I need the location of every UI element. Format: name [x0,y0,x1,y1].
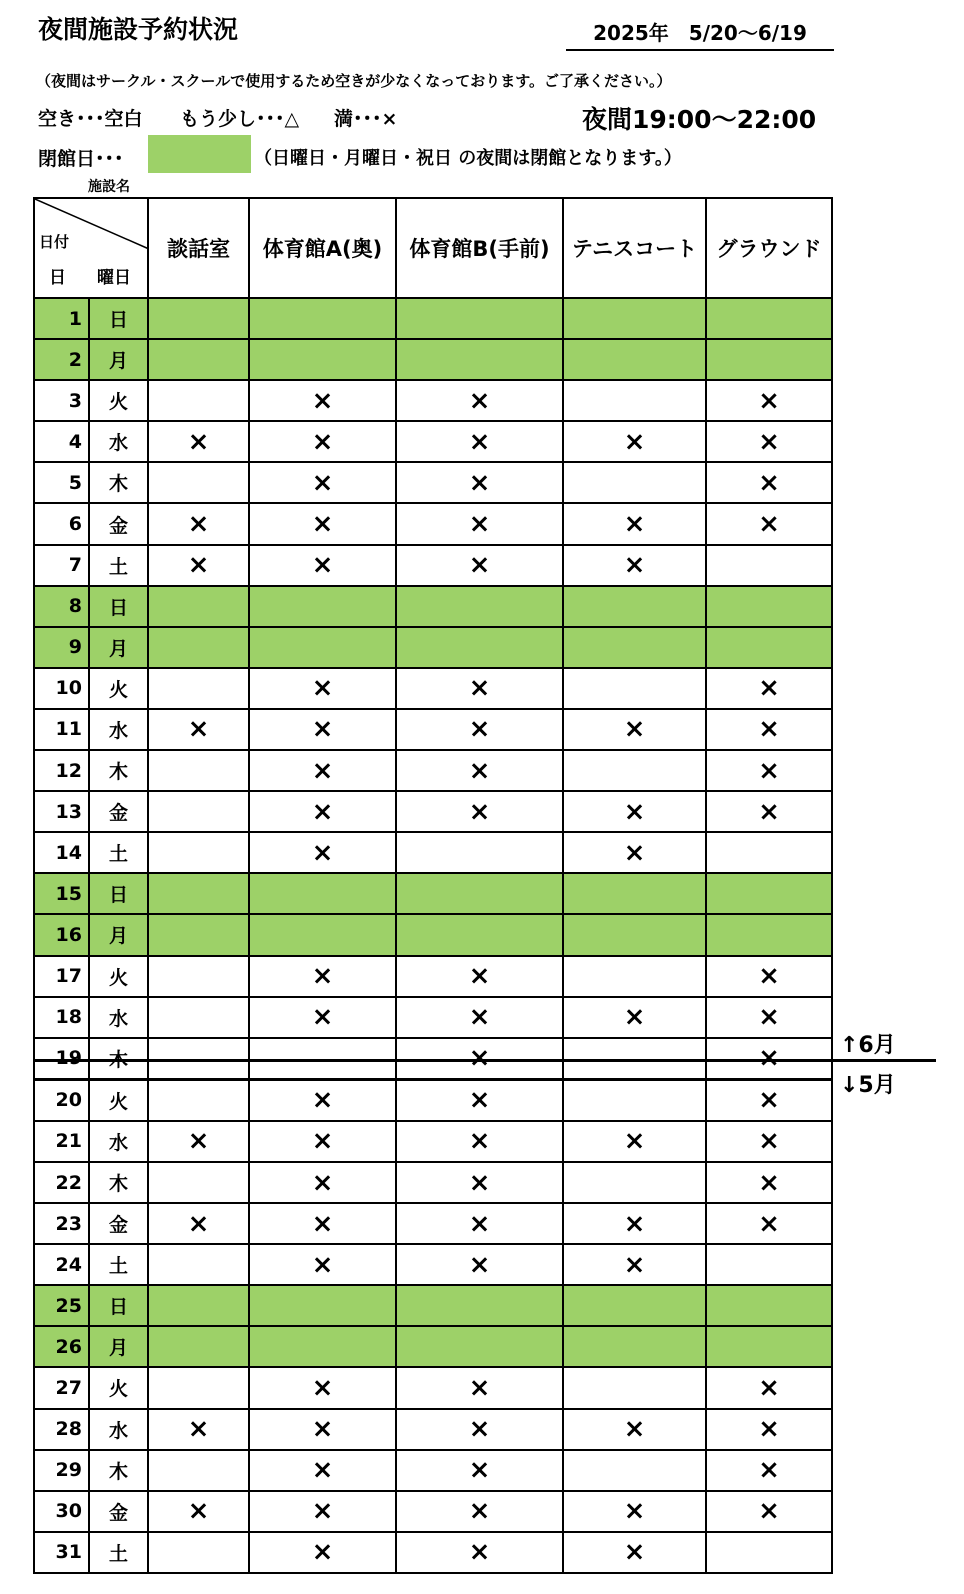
availability-cell [706,914,832,955]
availability-cell [563,914,706,955]
availability-cell: × [396,462,563,503]
availability-cell: × [396,956,563,997]
availability-cell: × [706,1450,832,1491]
availability-cell [563,1285,706,1326]
availability-cell [148,462,249,503]
table-row [34,627,832,668]
availability-cell: × [249,709,396,750]
availability-cell: × [396,1450,563,1491]
availability-cell [148,1244,249,1285]
availability-cell: × [249,997,396,1038]
day-cell: 3 [34,380,89,421]
weekday-cell: 火 [89,1367,148,1408]
availability-cell [249,627,396,668]
availability-cell: × [706,791,832,832]
availability-cell [563,1450,706,1491]
table-row [34,997,832,1038]
availability-cell [396,1326,563,1367]
reservation-table [33,197,833,1574]
availability-cell: × [396,1532,563,1573]
availability-cell: × [563,1203,706,1244]
day-cell: 19 [34,1038,89,1080]
weekday-cell: 水 [89,1121,148,1162]
availability-cell [396,298,563,339]
availability-cell: × [396,545,563,586]
availability-cell: × [249,1079,396,1121]
availability-cell: × [563,503,706,544]
availability-cell: × [249,1367,396,1408]
table-row [34,1326,832,1367]
weekday-cell: 月 [89,627,148,668]
availability-cell: × [706,1038,832,1080]
table-row [34,668,832,709]
availability-cell: × [706,956,832,997]
availability-cell: × [396,750,563,791]
facility-name-label: 施設名 [88,179,130,195]
table-row [34,1409,832,1450]
availability-cell: × [396,791,563,832]
reservation-period: 2025年 5/20～6/19 [566,17,834,51]
availability-cell: × [396,668,563,709]
availability-cell: × [706,709,832,750]
availability-cell: × [249,1491,396,1532]
availability-cell: × [563,1121,706,1162]
weekday-cell: 日 [89,586,148,627]
table-row [34,1162,832,1203]
availability-cell: × [706,1162,832,1203]
table-row [34,1244,832,1285]
table-row [34,1450,832,1491]
day-cell: 12 [34,750,89,791]
availability-cell: × [249,791,396,832]
day-cell: 13 [34,791,89,832]
availability-cell: × [249,668,396,709]
weekday-cell: 木 [89,1162,148,1203]
availability-cell: × [706,462,832,503]
availability-cell [563,873,706,914]
availability-cell [148,750,249,791]
availability-cell: × [249,1450,396,1491]
weekday-cell: 火 [89,956,148,997]
availability-cell: × [563,1409,706,1450]
availability-cell [706,1326,832,1367]
availability-cell: × [706,668,832,709]
availability-cell: × [396,1367,563,1408]
weekday-cell: 日 [89,298,148,339]
table-row [34,750,832,791]
availability-cell: × [396,709,563,750]
day-cell: 6 [34,503,89,544]
availability-cell: × [148,503,249,544]
weekday-cell: 木 [89,750,148,791]
availability-cell: × [249,1244,396,1285]
availability-cell [706,298,832,339]
availability-cell: × [563,421,706,462]
availability-cell [706,627,832,668]
availability-cell [563,627,706,668]
day-cell: 17 [34,956,89,997]
table-row [34,339,832,380]
availability-cell [396,914,563,955]
day-cell: 21 [34,1121,89,1162]
day-cell: 29 [34,1450,89,1491]
availability-cell: × [563,1532,706,1573]
availability-cell [249,914,396,955]
table-row [34,791,832,832]
day-cell: 27 [34,1367,89,1408]
availability-cell [563,380,706,421]
availability-cell: × [706,750,832,791]
table-row [34,1079,832,1121]
availability-cell: × [563,709,706,750]
weekday-cell: 金 [89,1203,148,1244]
legend-full: 満･･･× [334,108,398,130]
availability-cell: × [563,545,706,586]
availability-cell [396,586,563,627]
day-cell: 18 [34,997,89,1038]
column-header: グラウンド [706,198,832,298]
availability-cell: × [563,832,706,873]
availability-cell [148,586,249,627]
availability-cell [563,1162,706,1203]
availability-cell [148,1285,249,1326]
availability-cell: × [249,1409,396,1450]
availability-cell [249,298,396,339]
weekday-cell: 火 [89,668,148,709]
availability-cell: × [706,1367,832,1408]
weekday-cell: 土 [89,1532,148,1573]
availability-cell: × [148,1491,249,1532]
day-cell: 9 [34,627,89,668]
availability-cell [706,545,832,586]
availability-cell: × [148,1409,249,1450]
availability-cell [148,832,249,873]
table-row [34,1532,832,1573]
day-cell: 28 [34,1409,89,1450]
day-cell: 4 [34,421,89,462]
availability-cell: × [396,1121,563,1162]
availability-cell [148,997,249,1038]
day-cell: 15 [34,873,89,914]
availability-cell: × [148,1121,249,1162]
availability-cell [249,339,396,380]
table-row [34,914,832,955]
day-cell: 26 [34,1326,89,1367]
table-row [34,1121,832,1162]
availability-cell: × [249,545,396,586]
availability-cell: × [249,503,396,544]
day-cell: 16 [34,914,89,955]
availability-cell [148,1532,249,1573]
table-row [34,1203,832,1244]
availability-cell: × [148,545,249,586]
availability-cell: × [396,1038,563,1080]
usage-note: （夜間はサークル・スクールで使用するため空きが少なくなっております。ご了承ください。） [36,72,672,90]
day-cell: 11 [34,709,89,750]
weekday-cell: 土 [89,832,148,873]
night-hours: 夜間19:00～22:00 [582,105,817,134]
weekday-cell: 金 [89,1491,148,1532]
column-header: 体育館B(手前) [396,198,563,298]
weekday-cell: 金 [89,791,148,832]
availability-cell [148,627,249,668]
availability-cell [148,791,249,832]
availability-cell: × [563,997,706,1038]
availability-cell [148,668,249,709]
availability-cell [706,832,832,873]
weekday-cell: 土 [89,1244,148,1285]
day-cell: 25 [34,1285,89,1326]
availability-cell [249,586,396,627]
table-row [34,1285,832,1326]
table-row [34,1491,832,1532]
availability-cell: × [148,421,249,462]
day-cell: 8 [34,586,89,627]
page-title: 夜間施設予約状況 [38,15,239,44]
availability-cell [148,914,249,955]
availability-cell: × [396,421,563,462]
availability-cell [249,1326,396,1367]
availability-cell [249,1285,396,1326]
availability-cell: × [249,1203,396,1244]
availability-cell [563,339,706,380]
availability-cell [148,1079,249,1121]
availability-cell [148,1326,249,1367]
table-row [34,298,832,339]
availability-cell: × [249,380,396,421]
availability-cell [706,1244,832,1285]
day-cell: 24 [34,1244,89,1285]
availability-cell: × [396,1244,563,1285]
weekday-cell: 水 [89,709,148,750]
availability-cell [249,873,396,914]
table-header-row [34,198,832,298]
corner-weekday-label: 曜日 [97,268,131,288]
column-header: 体育館A(奥) [249,198,396,298]
availability-cell [148,339,249,380]
availability-cell: × [706,1409,832,1450]
corner-day-label: 日 [49,268,66,288]
availability-cell [148,380,249,421]
availability-cell: × [249,832,396,873]
availability-cell: × [396,380,563,421]
availability-cell [563,586,706,627]
availability-cell: × [148,1203,249,1244]
availability-cell: × [706,503,832,544]
weekday-cell: 月 [89,914,148,955]
day-cell: 7 [34,545,89,586]
availability-cell: × [396,1409,563,1450]
weekday-cell: 月 [89,1326,148,1367]
corner-header [34,198,148,298]
availability-cell: × [396,997,563,1038]
day-cell: 5 [34,462,89,503]
availability-cell: × [706,1491,832,1532]
availability-cell: × [249,1162,396,1203]
table-row [34,462,832,503]
closed-day-label: 閉館日･･･ [38,148,124,170]
table-row [34,586,832,627]
availability-cell [563,956,706,997]
table-row [34,956,832,997]
availability-cell [396,1285,563,1326]
closed-day-note: （日曜日・月曜日・祝日 の夜間は閉館となります。） [254,148,682,169]
table-row [34,503,832,544]
weekday-cell: 金 [89,503,148,544]
availability-cell: × [249,1121,396,1162]
table-row [34,545,832,586]
availability-cell [396,627,563,668]
table-row [34,421,832,462]
availability-cell: × [706,1121,832,1162]
weekday-cell: 月 [89,339,148,380]
weekday-cell: 水 [89,1409,148,1450]
column-header: テニスコート [563,198,706,298]
availability-cell: × [396,1079,563,1121]
day-cell: 2 [34,339,89,380]
weekday-cell: 水 [89,997,148,1038]
availability-cell [563,750,706,791]
availability-cell: × [706,1203,832,1244]
availability-cell [563,1326,706,1367]
day-cell: 30 [34,1491,89,1532]
day-cell: 10 [34,668,89,709]
availability-cell: × [563,791,706,832]
corner-date-label: 日付 [39,233,70,251]
may-label: ↓5月 [840,1073,896,1098]
availability-cell [706,339,832,380]
availability-cell: × [706,997,832,1038]
table-row [34,380,832,421]
availability-cell: × [249,1532,396,1573]
availability-cell: × [249,956,396,997]
availability-cell: × [249,750,396,791]
availability-cell [706,1532,832,1573]
column-header: 談話室 [148,198,249,298]
day-cell: 1 [34,298,89,339]
day-cell: 20 [34,1079,89,1121]
day-cell: 14 [34,832,89,873]
availability-cell [563,1079,706,1121]
availability-cell [706,586,832,627]
availability-cell [148,873,249,914]
availability-cell [396,873,563,914]
legend-available: 空き･･･空白 [38,108,143,130]
legend-few-left: もう少し･･･△ [180,108,300,130]
availability-cell: × [396,1491,563,1532]
weekday-cell: 火 [89,1079,148,1121]
availability-cell [396,832,563,873]
availability-cell: × [563,1244,706,1285]
availability-cell [148,1367,249,1408]
day-cell: 31 [34,1532,89,1573]
table-row [34,1367,832,1408]
availability-cell: × [706,1079,832,1121]
availability-cell: × [706,380,832,421]
availability-cell: × [249,462,396,503]
availability-cell [148,298,249,339]
availability-cell [563,668,706,709]
weekday-cell: 木 [89,1038,148,1080]
availability-cell: × [706,421,832,462]
availability-cell: × [563,1491,706,1532]
availability-cell [563,1367,706,1408]
weekday-cell: 火 [89,380,148,421]
weekday-cell: 木 [89,462,148,503]
day-cell: 22 [34,1162,89,1203]
availability-cell: × [396,1203,563,1244]
availability-cell [148,1162,249,1203]
table-row [34,873,832,914]
availability-cell: × [396,1162,563,1203]
day-cell: 23 [34,1203,89,1244]
weekday-cell: 日 [89,1285,148,1326]
weekday-cell: 土 [89,545,148,586]
weekday-cell: 木 [89,1450,148,1491]
availability-cell: × [396,503,563,544]
availability-cell [706,873,832,914]
availability-cell [706,1285,832,1326]
availability-cell [563,462,706,503]
availability-cell: × [249,421,396,462]
weekday-cell: 日 [89,873,148,914]
availability-cell [148,1450,249,1491]
month-divider-line [33,1059,936,1062]
availability-cell: × [148,709,249,750]
table-row [34,832,832,873]
closed-day-swatch [148,135,251,173]
availability-cell [148,956,249,997]
availability-cell [563,298,706,339]
table-row [34,709,832,750]
availability-cell [396,339,563,380]
june-label: ↑6月 [840,1033,896,1058]
weekday-cell: 水 [89,421,148,462]
